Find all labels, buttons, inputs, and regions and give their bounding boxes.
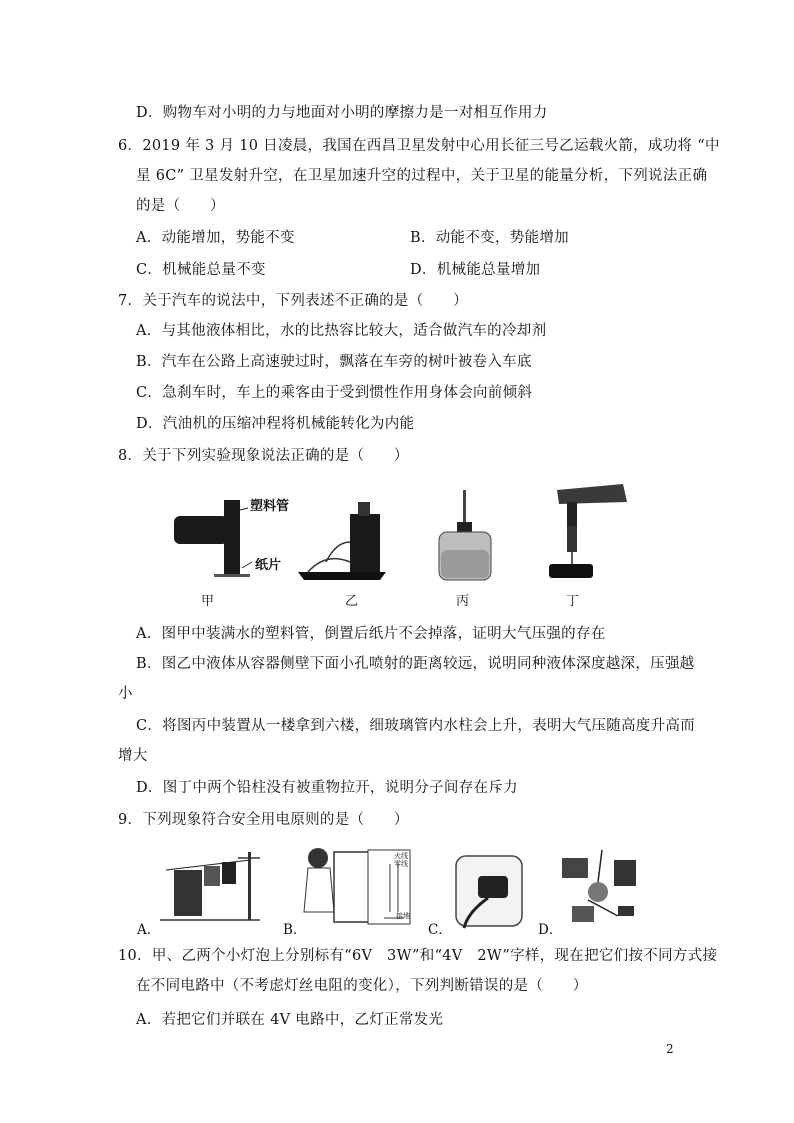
- q7-option-a: A．与其他液体相比，水的比热容比较大，适合做汽车的冷却剂: [136, 323, 547, 339]
- q8-option-a: A．图甲中装满水的塑料管，倒置后纸片不会掉落，证明大气压强的存在: [136, 626, 606, 642]
- fig-caption-ding: 丁: [566, 594, 580, 609]
- fig-caption-jia: 甲: [201, 594, 215, 609]
- q8-stem: 8．关于下列实验现象说法正确的是（ ）: [118, 448, 409, 464]
- fig-q9-c-wall-socket: [448, 852, 526, 930]
- q6-stem-line1: 6．2019 年 3 月 10 日凌晨，我国在西昌卫星发射中心用长征三号乙运载火箭，成功将 “中: [118, 138, 720, 154]
- fig-caption-yi: 乙: [345, 594, 359, 609]
- q9-option-a-letter: A．: [137, 922, 161, 938]
- q6-option-d: D．机械能总量增加: [410, 262, 541, 278]
- q7-option-b: B．汽车在公路上高速驶过时，飘落在车旁的树叶被卷入车底: [136, 354, 532, 370]
- fig-q9-b-label3: 接地: [396, 912, 410, 920]
- q5-option-d: D．购物车对小明的力与地面对小明的摩擦力是一对相互作用力: [136, 105, 548, 121]
- q9-stem: 9．下列现象符合安全用电原则的是（ ）: [118, 812, 409, 828]
- page-number: 2: [666, 1042, 674, 1056]
- q6-option-b: B．动能不变，势能增加: [410, 230, 569, 246]
- fig-q9-b-label2: 零线: [394, 860, 408, 868]
- q10-option-a: A．若把它们并联在 4V 电路中，乙灯正常发光: [136, 1012, 444, 1028]
- q7-option-d: D．汽油机的压缩冲程将机械能转化为内能: [136, 416, 415, 432]
- q7-option-c: C．急刹车时，车上的乘客由于受到惯性作用身体会向前倾斜: [136, 385, 533, 401]
- fig-q9-a-clothes-on-wire: [160, 848, 265, 928]
- fig-ding-lead-columns: [545, 484, 630, 584]
- fig-q9-d-overloaded-outlet: [558, 846, 646, 928]
- fig-caption-bing: 丙: [456, 594, 470, 609]
- q8-option-b-line1: B．图乙中液体从容器侧壁下面小孔喷射的距离较远，说明同种液体深度越深，压强越: [136, 656, 695, 672]
- fig-yi-water-jet: [296, 492, 396, 582]
- q6-option-c: C．机械能总量不变: [136, 262, 266, 278]
- q10-stem-line2: 在不同电路中（不考虑灯丝电阻的变化），下列判断错误的是（ ）: [136, 978, 588, 994]
- q8-option-d: D．图丁中两个铅柱没有被重物拉开，说明分子间存在斥力: [136, 780, 518, 796]
- fig-bing-barometer: [435, 490, 495, 585]
- q6-option-a: A．动能增加，势能不变: [136, 230, 295, 246]
- fig-q9-b-label1: 火线: [394, 852, 408, 860]
- q9-option-d-letter: D．: [538, 922, 563, 938]
- fig-label-tube: 塑料管: [250, 499, 290, 514]
- q6-stem-line3: 的是（ ）: [136, 198, 225, 214]
- q6-stem-line2: 星 6C” 卫星发射升空，在卫星加速升空的过程中，关于卫星的能量分析，下列说法正确: [136, 168, 708, 184]
- q9-option-b-letter: B．: [283, 922, 307, 938]
- q8-option-c-line1: C．将图丙中装置从一楼拿到六楼，细玻璃管内水柱会上升，表明大气压随高度升高而: [136, 718, 695, 734]
- q8-option-b-line2: 小: [118, 686, 133, 702]
- q8-option-c-line2: 增大: [118, 748, 148, 764]
- fig-label-paper: 纸片: [255, 558, 282, 573]
- q9-option-c-letter: C．: [428, 922, 452, 938]
- q7-stem: 7．关于汽车的说法中，下列表述不正确的是（ ）: [118, 293, 468, 309]
- q10-stem-line1: 10．甲、乙两个小灯泡上分别标有“6V 3W”和“4V 2W”字样，现在把它们按不同方式接: [118, 948, 718, 964]
